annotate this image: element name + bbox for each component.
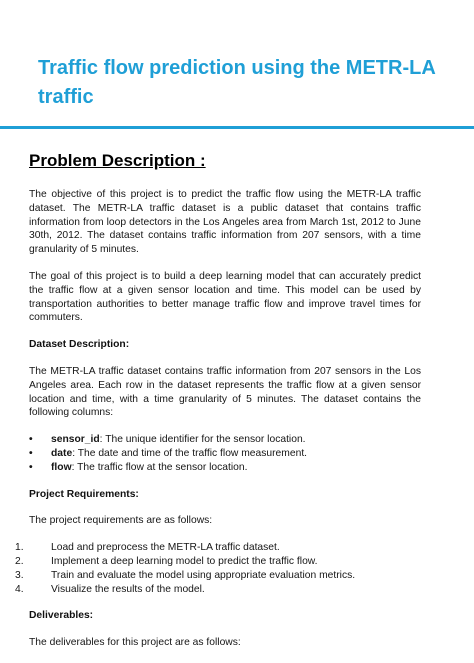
- bullet-icon: •: [29, 461, 33, 473]
- column-description: : The date and time of the traffic flow measurement.: [72, 447, 308, 459]
- column-description: : The unique identifier for the sensor location.: [99, 434, 306, 446]
- list-item: [15, 583, 421, 597]
- bullet-icon: •: [29, 447, 33, 459]
- deliverables-heading: Deliverables:: [29, 610, 94, 622]
- item-number: 2.: [15, 555, 24, 567]
- document-body: [15, 150, 421, 663]
- item-text: Visualize the results of the model.: [51, 583, 205, 595]
- dataset-columns-list: [29, 433, 421, 474]
- problem-description-heading: Problem Description :: [29, 151, 206, 170]
- list-item: [15, 569, 421, 583]
- list-item: [15, 541, 421, 555]
- requirements-list: [15, 541, 421, 596]
- list-item: [29, 433, 421, 447]
- list-item: [29, 447, 421, 461]
- list-item: [15, 555, 421, 569]
- item-text: Load and preprocess the METR-LA traffic dataset.: [51, 542, 280, 554]
- column-description: : The traffic flow at the sensor location.: [71, 461, 248, 473]
- dataset-description-heading: Dataset Description:: [29, 339, 130, 351]
- requirements-intro: The project requirements are as follows:: [29, 515, 213, 527]
- problem-paragraph-1: The objective of this project is to predict the traffic flow using the METR-LA traffic dataset. The METR-LA traffic dataset is a public dataset that contains traffic information from loop detectors in the Los Angeles area from March 1st, 2012 to June 30th, 2012. The dataset contains traffic information from 207 sensors, with a time granularity of 5 minutes.: [29, 189, 421, 256]
- column-name: sensor_id: [51, 434, 100, 446]
- deliverables-intro: The deliverables for this project are as follows:: [29, 637, 241, 649]
- problem-paragraph-2: The goal of this project is to build a deep learning model that can accurately predict the traffic flow at a given sensor location and time. This model can be used by transportation authorities to better manage traffic flow and improve travel times for commuters.: [29, 270, 421, 324]
- item-text: Implement a deep learning model to predict the traffic flow.: [51, 555, 318, 567]
- column-name: date: [51, 447, 73, 459]
- item-text: Train and evaluate the model using appropriate evaluation metrics.: [51, 569, 356, 581]
- document-title: Traffic flow prediction using the METR-LA traffic: [38, 57, 436, 108]
- title-divider: [0, 126, 474, 129]
- item-number: 4.: [15, 583, 24, 595]
- dataset-paragraph: The METR-LA traffic dataset contains traffic information from 207 sensors in the Los Angeles area. Each row in the dataset represents the traffic flow at a given sensor location and time, with a time granularity of 5 minutes. The dataset contains the following columns:: [29, 365, 421, 419]
- list-item: [29, 461, 421, 475]
- bullet-icon: •: [29, 434, 33, 446]
- project-requirements-heading: Project Requirements:: [29, 488, 139, 500]
- column-name: flow: [51, 461, 72, 473]
- item-number: 3.: [15, 569, 24, 581]
- item-number: 1.: [15, 542, 24, 554]
